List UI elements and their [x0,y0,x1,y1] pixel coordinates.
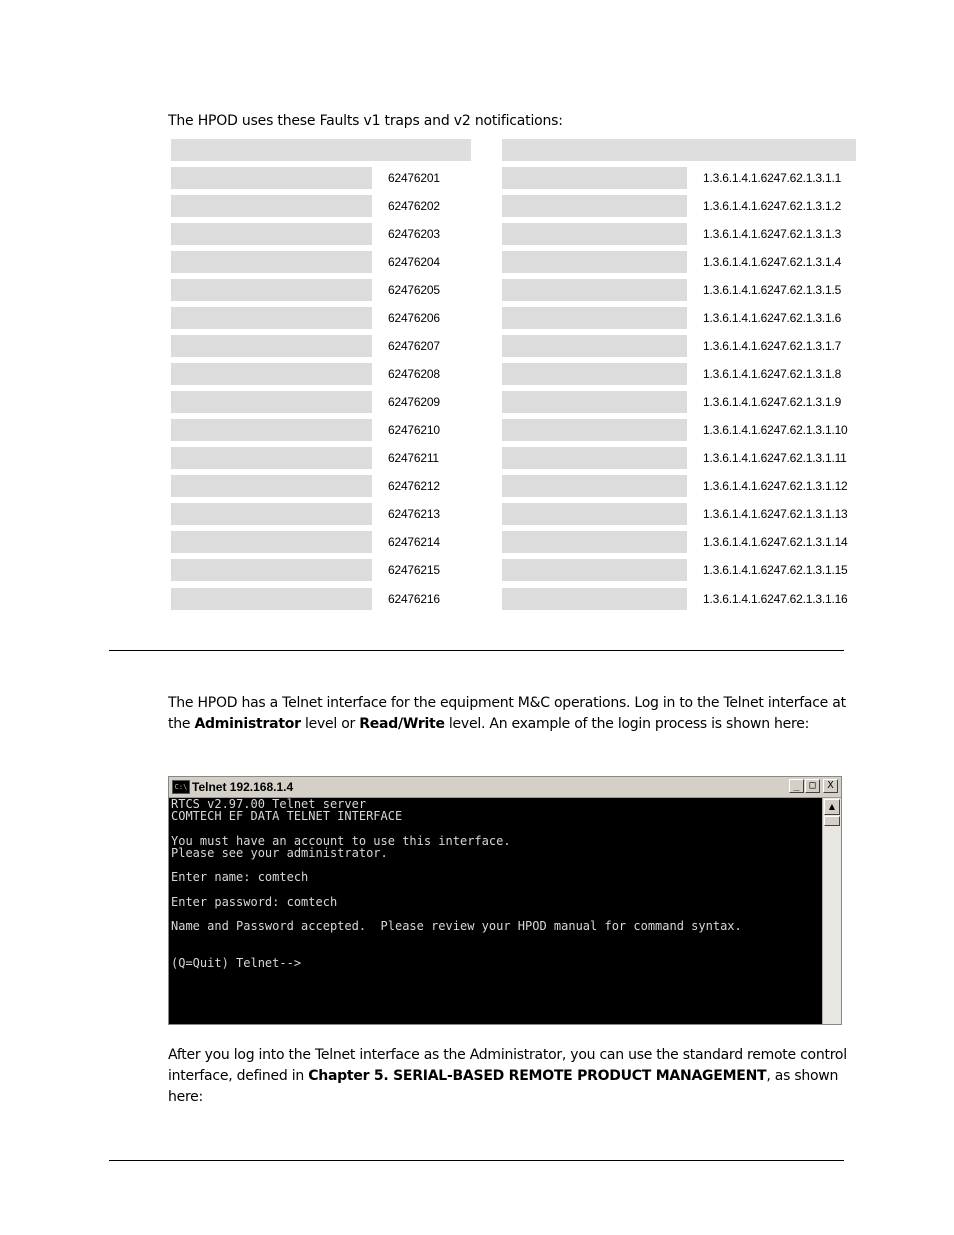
fault-notification-name-cell [502,279,687,301]
v1-trap-value: 62476211 [388,451,439,465]
fault-name-cell [171,531,372,553]
v2-notification-oid: 1.3.6.1.4.1.6247.62.1.3.1.7 [703,339,842,353]
v1-trap-header [171,139,471,161]
after-login-paragraph [168,1045,848,1108]
fault-name-cell [171,503,372,525]
fault-name-cell [171,167,372,189]
v1-trap-value: 62476201 [388,171,440,185]
v2-notification-oid: 1.3.6.1.4.1.6247.62.1.3.1.3 [703,227,842,241]
telnet-window-title: Telnet 192.168.1.4 [192,780,294,794]
v2-notification-oid: 1.3.6.1.4.1.6247.62.1.3.1.2 [703,199,842,213]
v1-trap-value: 62476213 [388,507,440,521]
v2-notification-oid: 1.3.6.1.4.1.6247.62.1.3.1.14 [703,535,848,549]
fault-notification-name-cell [502,559,687,581]
intro-text: The HPOD uses these Faults v1 traps and v2 notifications: [168,113,563,129]
fault-name-cell [171,475,372,497]
fault-name-cell [171,307,372,329]
v1-trap-value: 62476210 [388,423,440,437]
close-button[interactable]: X [823,779,838,793]
fault-notification-name-cell [502,447,687,469]
v1-trap-value: 62476202 [388,199,440,213]
fault-notification-name-cell [502,167,687,189]
table-row [0,195,954,217]
v1-trap-value: 62476214 [388,535,440,549]
telnet-intro-text-1: The HPOD has a Telnet interface for the equipment M&C operations. Log in to the Telnet interface at the [168,695,846,732]
after-login-bold-chapter: Chapter 5. SERIAL-BASED REMOTE PRODUCT MANAGEMENT [308,1068,767,1084]
fault-name-cell [171,419,372,441]
v2-notification-oid: 1.3.6.1.4.1.6247.62.1.3.1.11 [703,451,847,465]
vertical-scrollbar[interactable] [822,798,841,1024]
v2-notification-oid: 1.3.6.1.4.1.6247.62.1.3.1.8 [703,367,842,381]
v2-notification-oid: 1.3.6.1.4.1.6247.62.1.3.1.4 [703,255,842,269]
telnet-console[interactable] [171,798,821,1023]
fault-notification-name-cell [502,335,687,357]
fault-name-cell [171,223,372,245]
fault-name-cell [171,391,372,413]
telnet-window[interactable] [168,776,842,1025]
v1-trap-value: 62476208 [388,367,440,381]
table-row [0,391,954,413]
v1-trap-value: 62476212 [388,479,440,493]
maximize-button[interactable]: □ [805,779,820,793]
table-row [0,531,954,553]
fault-notification-name-cell [502,363,687,385]
v1-trap-value: 62476205 [388,283,440,297]
minimize-button[interactable]: _ [789,779,804,793]
v1-trap-value: 62476207 [388,339,440,353]
console-app-icon[interactable]: C:\ [172,780,190,794]
scrollbar-thumb[interactable] [824,816,840,826]
v2-notification-oid: 1.3.6.1.4.1.6247.62.1.3.1.1 [703,171,842,185]
telnet-window-titlebar[interactable] [169,777,841,798]
v2-notification-oid: 1.3.6.1.4.1.6247.62.1.3.1.12 [703,479,848,493]
fault-name-cell [171,279,372,301]
fault-name-cell [171,559,372,581]
v2-notification-oid: 1.3.6.1.4.1.6247.62.1.3.1.13 [703,507,848,521]
section-divider-top [109,650,844,651]
fault-name-cell [171,195,372,217]
table-row [0,307,954,329]
fault-name-cell [171,335,372,357]
after-login-text-2: , as shown here: [168,1068,839,1105]
table-row [0,167,954,189]
fault-notification-name-cell [502,251,687,273]
v1-trap-value: 62476203 [388,227,440,241]
v2-notification-oid: 1.3.6.1.4.1.6247.62.1.3.1.15 [703,563,848,577]
telnet-intro-text-2: level or [300,716,360,732]
v2-notification-oid: 1.3.6.1.4.1.6247.62.1.3.1.16 [703,592,848,606]
telnet-intro-text-3: level. An example of the login process is shown here: [444,716,810,732]
scroll-up-arrow-icon[interactable]: ▲ [824,799,840,815]
table-row [0,503,954,525]
v2-notification-oid: 1.3.6.1.4.1.6247.62.1.3.1.10 [703,423,848,437]
fault-notification-name-cell [502,588,687,610]
table-row [0,588,954,610]
fault-notification-name-cell [502,391,687,413]
fault-name-cell [171,363,372,385]
table-row [0,223,954,245]
fault-notification-name-cell [502,531,687,553]
table-row [0,279,954,301]
v1-trap-value: 62476204 [388,255,440,269]
fault-notification-name-cell [502,503,687,525]
v1-trap-value: 62476209 [388,395,440,409]
fault-name-cell [171,588,372,610]
after-login-text-1: After you log into the Telnet interface as the Administrator, you can use the standard remote control interface, defined in [168,1047,847,1084]
v1-trap-value: 62476215 [388,563,440,577]
fault-name-cell [171,447,372,469]
table-row [0,251,954,273]
fault-notification-name-cell [502,307,687,329]
fault-name-cell [171,251,372,273]
v1-trap-value: 62476216 [388,592,440,606]
table-row [0,475,954,497]
v2-notification-oid: 1.3.6.1.4.1.6247.62.1.3.1.9 [703,395,842,409]
telnet-intro-bold-administrator: Administrator [194,716,301,732]
table-row [0,363,954,385]
table-row [0,419,954,441]
section-divider-bottom [109,1160,844,1161]
v2-notification-oid: 1.3.6.1.4.1.6247.62.1.3.1.6 [703,311,842,325]
v2-notification-header [502,139,856,161]
fault-notification-name-cell [502,195,687,217]
telnet-intro-bold-readwrite: Read/Write [359,716,445,732]
v1-trap-value: 62476206 [388,311,440,325]
table-row [0,559,954,581]
telnet-console-output: RTCS v2.97.00 Telnet server COMTECH EF DATA TELNET INTERFACE You must have an account to use this interface. Please see your administrator. Enter name: comtech Enter password: comtech Name and Password accepted. Please review your HPOD manual for command syntax. (Q=Quit) Telnet--> [171,797,742,970]
telnet-intro-paragraph [168,693,848,735]
fault-notification-name-cell [502,223,687,245]
fault-notification-name-cell [502,419,687,441]
fault-notification-name-cell [502,475,687,497]
table-row [0,335,954,357]
v2-notification-oid: 1.3.6.1.4.1.6247.62.1.3.1.5 [703,283,842,297]
table-row [0,447,954,469]
